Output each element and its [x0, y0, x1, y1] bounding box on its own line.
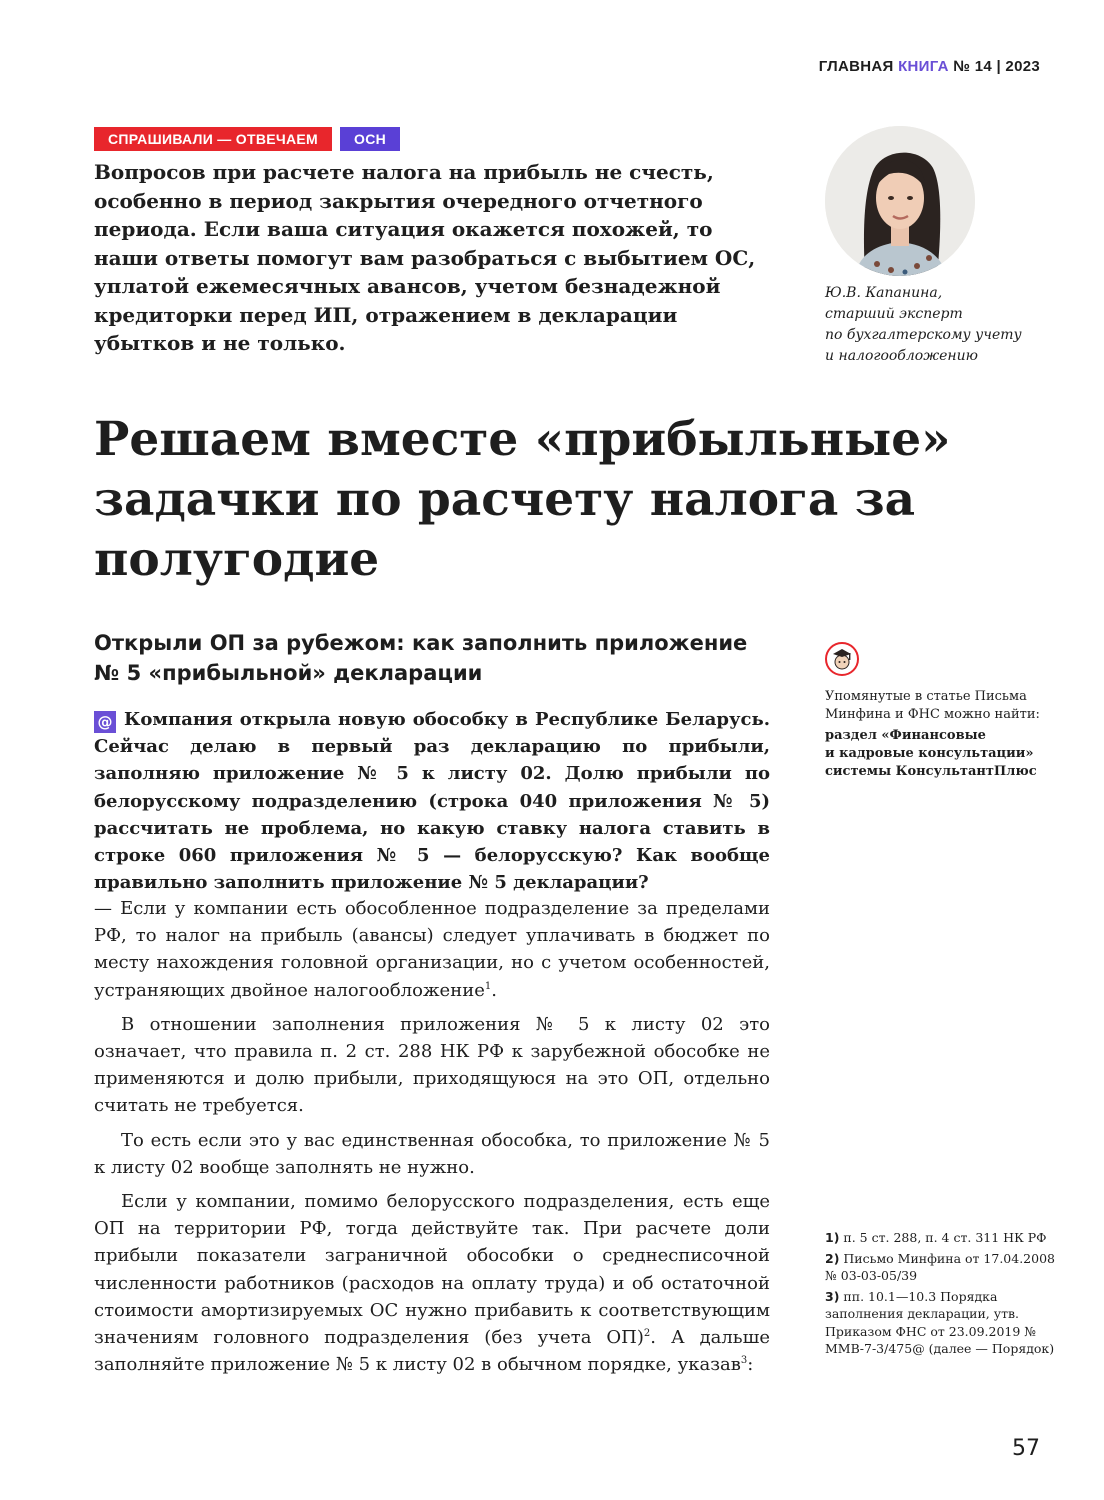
issue-number: № 14 | 2023 [953, 58, 1040, 75]
reader-question [94, 706, 770, 896]
magazine-name-part1: ГЛАВНАЯ [818, 58, 894, 75]
answer-paragraph: То есть если это у вас единственная обособка, то приложение № 5 к листу 02 вообще заполнять не нужно. [94, 1129, 770, 1178]
page-number: 57 [1012, 1436, 1040, 1461]
answer-paragraph: Если у компании, помимо белорусского подразделения, есть еще ОП на территории РФ, тогда действуйте так. При расчете доли прибыли показатели заграничной обособки о среднесписочной численности работников (расходов на оплату труда) и об остаточной стоимости амортизируемых ОС нужно прибавить к соответствующим значениям головного подразделения (без учета ОП)$^2$. А дальше заполняйте приложение № 5 к листу 02 в обычном порядке, указав$^3$: [94, 1191, 770, 1376]
footnote: 2) Письмо Минфина от 17.04.2008 № 03-03-05/39 [825, 1250, 1055, 1283]
consultant-mascot-icon [825, 642, 859, 676]
answer-paragraph: В отношении заполнения приложения № 5 к листу 02 это означает, что правила п. 2 ст. 288 НК РФ к зарубежной обособке не применяются и долю прибыли, приходящуюся на это ОП, отдельно считать не требуется. [94, 1013, 770, 1117]
author-role-line: по бухгалтерскому учету [825, 327, 1022, 343]
article-title: Решаем вместе «прибыльные» задачки по расчету налога за полугодие [94, 412, 951, 587]
answer-paragraph: — Если у компании есть обособленное подразделение за пределами РФ, то налог на прибыль (авансы) следует уплачивать в бюджет по месту нахождения головной организации, но с учетом особенностей, устраняющих двойное налогообложение$^1$. [94, 898, 770, 1001]
footnote-ref[interactable]: 2 [643, 1328, 651, 1340]
question-text: Компания открыла новую обособку в Республике Беларусь. Сейчас делаю в первый раз декларацию по прибыли, заполняю приложение № 5 к листу 02. Долю прибыли по белорусскому подразделению (строка 040 приложения № 5) рассчитать не проблема, но какую ставку налога ставить в строке 060 приложения № 5 — белорусскую? Как вообще правильно заполнить приложение № 5 декларации? [94, 709, 770, 894]
magazine-header [819, 58, 1040, 75]
author-portrait-icon [825, 126, 975, 276]
magazine-name-part2: КНИГА [898, 58, 949, 75]
author-avatar [825, 126, 975, 276]
sidenote-bold-line: системы КонсультантПлюс [825, 764, 1037, 779]
author-name: Ю.В. Капанина, [825, 285, 943, 301]
lead-paragraph: Вопросов при расчете налога на прибыль не счесть, особенно в период закрытия очередного отчетного периода. Если ваша ситуация окажется похожей, то наши ответы помогут вам разобраться с выбытием ОС, уплатой ежемесячных авансов, учетом безнадежной кредиторки перед ИП, отражением в декларации убытков и не только. [94, 160, 756, 355]
author-caption [825, 283, 1045, 367]
rubric-tag[interactable]: СПРАШИВАЛИ — ОТВЕЧАЕМ [94, 127, 332, 151]
author-role-line: старший эксперт [825, 306, 963, 322]
footnote: 1) п. 5 ст. 288, п. 4 ст. 311 НК РФ [825, 1230, 1047, 1245]
sidenote [825, 688, 1055, 781]
email-at-icon: @ [94, 711, 116, 733]
rubric-tags [94, 127, 400, 151]
footnotes [825, 1229, 1055, 1361]
footnote-ref[interactable]: 1 [484, 980, 492, 992]
footnote: 3) пп. 10.1—10.3 Порядка заполнения декларации, утв. Приказом ФНС от 23.09.2019 № ММВ-7-3/475@ (далее — Порядок) [825, 1288, 1055, 1356]
sidenote-bold-line: и кадровые консультации» [825, 746, 1034, 761]
section-subtitle: Открыли ОП за рубежом: как заполнить приложение № 5 «прибыльной» декларации [94, 631, 748, 685]
category-tag[interactable]: ОСН [340, 127, 400, 151]
sidenote-text: Упомянутые в статье Письма Минфина и ФНС можно найти: [825, 689, 1040, 722]
sidenote-bold-line: раздел «Финансовые [825, 728, 986, 743]
footnote-ref[interactable]: 3 [740, 1355, 748, 1367]
author-role-line: и налогообложению [825, 348, 978, 364]
expert-answer [94, 895, 770, 1385]
